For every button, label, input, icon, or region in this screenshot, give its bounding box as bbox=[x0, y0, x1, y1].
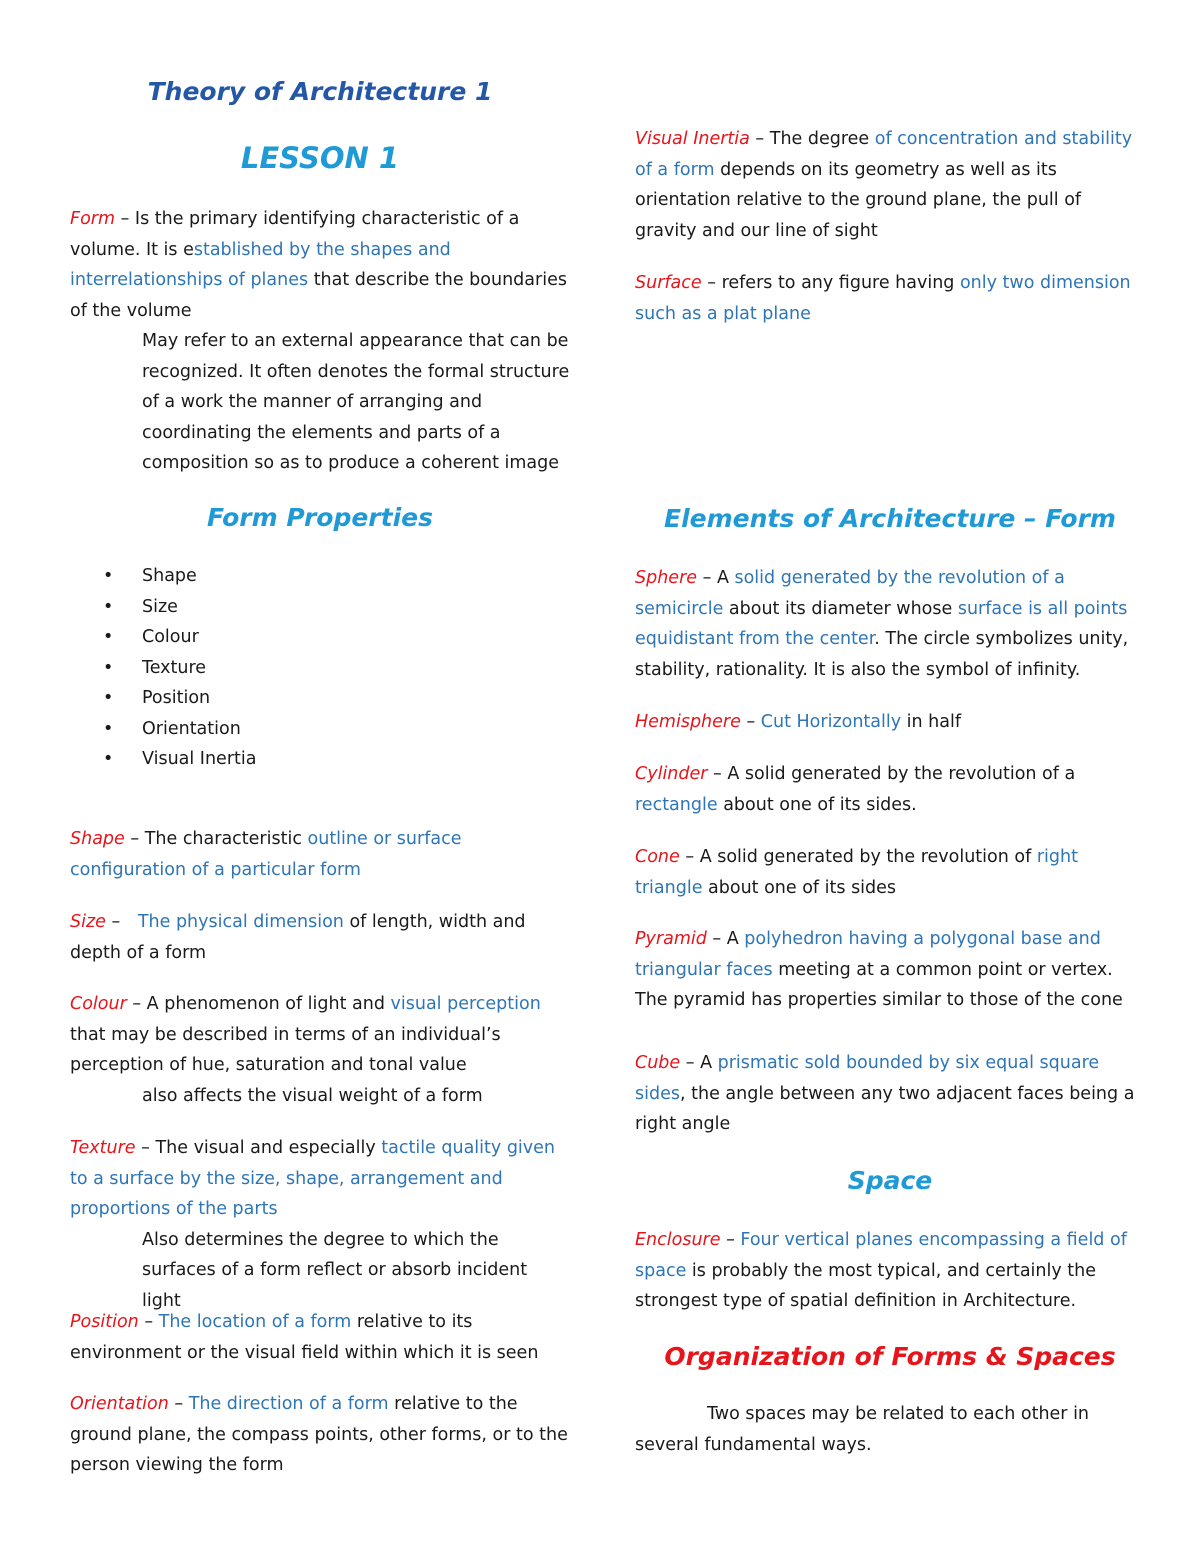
colour-definition: Colour – A phenomenon of light and visual perception that may be described in terms of an individual’s perception of hue, saturation and tonal value also affects the visual weight of a form bbox=[70, 989, 570, 1111]
form-note: May refer to an external appearance that can be recognized. It often denotes the formal structure of a work the manner of arranging and coordinating the elements and parts of a composition so as to produce a coherent image bbox=[142, 331, 570, 473]
lesson-heading: LESSON 1 bbox=[240, 141, 400, 175]
term-pyramid: Pyramid bbox=[635, 929, 707, 949]
cone-definition: Cone – A solid generated by the revolution of right triangle about one of its sides bbox=[635, 847, 1078, 898]
surface-definition: Surface – refers to any figure having only two dimension such as a plat plane bbox=[635, 273, 1131, 324]
term-shape: Shape bbox=[70, 829, 125, 849]
list-item: • Shape bbox=[70, 561, 570, 592]
term-cylinder: Cylinder bbox=[635, 764, 708, 784]
shape-definition: Shape – The characteristic outline or surface configuration of a particular form bbox=[70, 829, 462, 880]
elements-heading: Elements of Architecture – Form bbox=[664, 504, 1116, 533]
pyramid-definition: Pyramid – A polyhedron having a polygonal base and triangular faces meeting at a common point or vertex. The pyramid has properties similar to those of the cone bbox=[635, 929, 1123, 1010]
orientation-definition: Orientation – The direction of a form relative to the ground plane, the compass points, other forms, or to the person viewing the form bbox=[70, 1394, 568, 1475]
course-title: Theory of Architecture 1 bbox=[147, 77, 493, 106]
hemisphere-definition: Hemisphere – Cut Horizontally in half bbox=[635, 712, 962, 732]
list-item: • Orientation bbox=[70, 714, 570, 745]
term-size: Size bbox=[70, 912, 106, 932]
term-position: Position bbox=[70, 1312, 139, 1332]
term-sphere: Sphere bbox=[635, 568, 698, 588]
cylinder-definition: Cylinder – A solid generated by the revolution of a rectangle about one of its sides. bbox=[635, 764, 1076, 815]
term-cone: Cone bbox=[635, 847, 680, 867]
term-colour: Colour bbox=[70, 994, 127, 1014]
visual-inertia-definition: Visual Inertia – The degree of concentration and stability of a form depends on its geometry as well as its orientation relative to the ground plane, the pull of gravity and our line of sight bbox=[635, 129, 1133, 241]
organization-text: Two spaces may be related to each other in several fundamental ways. bbox=[635, 1404, 1090, 1455]
colour-note: also affects the visual weight of a form bbox=[142, 1085, 483, 1106]
cube-definition: Cube – A prismatic sold bounded by six equal square sides, the angle between any two adjacent faces being a right angle bbox=[635, 1053, 1135, 1134]
enclosure-definition: Enclosure – Four vertical planes encompassing a field of space is probably the most typical, and certainly the strongest type of spatial definition in Architecture. bbox=[635, 1230, 1127, 1311]
term-orientation: Orientation bbox=[70, 1394, 169, 1414]
organization-heading: Organization of Forms & Spaces bbox=[664, 1342, 1116, 1371]
list-item: • Size bbox=[70, 592, 570, 623]
term-visual-inertia: Visual Inertia bbox=[635, 129, 750, 149]
term-hemisphere: Hemisphere bbox=[635, 712, 741, 732]
list-item: • Colour bbox=[70, 622, 570, 653]
position-definition: Position – The location of a form relative to its environment or the visual field within which it is seen bbox=[70, 1312, 539, 1363]
term-enclosure: Enclosure bbox=[635, 1230, 721, 1250]
term-cube: Cube bbox=[635, 1053, 681, 1073]
texture-definition: Texture – The visual and especially tactile quality given to a surface by the size, shape, arrangement and proportions of the parts Also determines the degree to which the surfaces of a form reflect or absorb incident light bbox=[70, 1133, 570, 1316]
sphere-definition: Sphere – A solid generated by the revolution of a semicircle about its diameter whose surface is all points equidistant from the center. The circle symbolizes unity, stability, rationality. It is also the symbol of infinity. bbox=[635, 568, 1129, 680]
list-item: • Position bbox=[70, 683, 570, 714]
list-item: • Visual Inertia bbox=[70, 744, 570, 775]
form-properties-list bbox=[70, 561, 570, 775]
term-texture: Texture bbox=[70, 1138, 136, 1158]
form-properties-heading: Form Properties bbox=[207, 503, 433, 532]
list-item: • Texture bbox=[70, 653, 570, 684]
term-surface: Surface bbox=[635, 273, 702, 293]
form-definition: Form – Is the primary identifying characteristic of a volume. It is established by the shapes and interrelationships of planes that describe the boundaries of the volume May refer to an external appearance that can be recognized. It often denotes the formal structure of a work the manner of arranging and coordinating the elements and parts of a composition so as to produce a coherent image bbox=[70, 204, 570, 479]
texture-note: Also determines the degree to which the surfaces of a form reflect or absorb incident light bbox=[142, 1229, 528, 1311]
term-form: Form bbox=[70, 209, 116, 229]
size-definition: Size – The physical dimension of length, width and depth of a form bbox=[70, 912, 526, 963]
space-heading: Space bbox=[847, 1166, 933, 1195]
